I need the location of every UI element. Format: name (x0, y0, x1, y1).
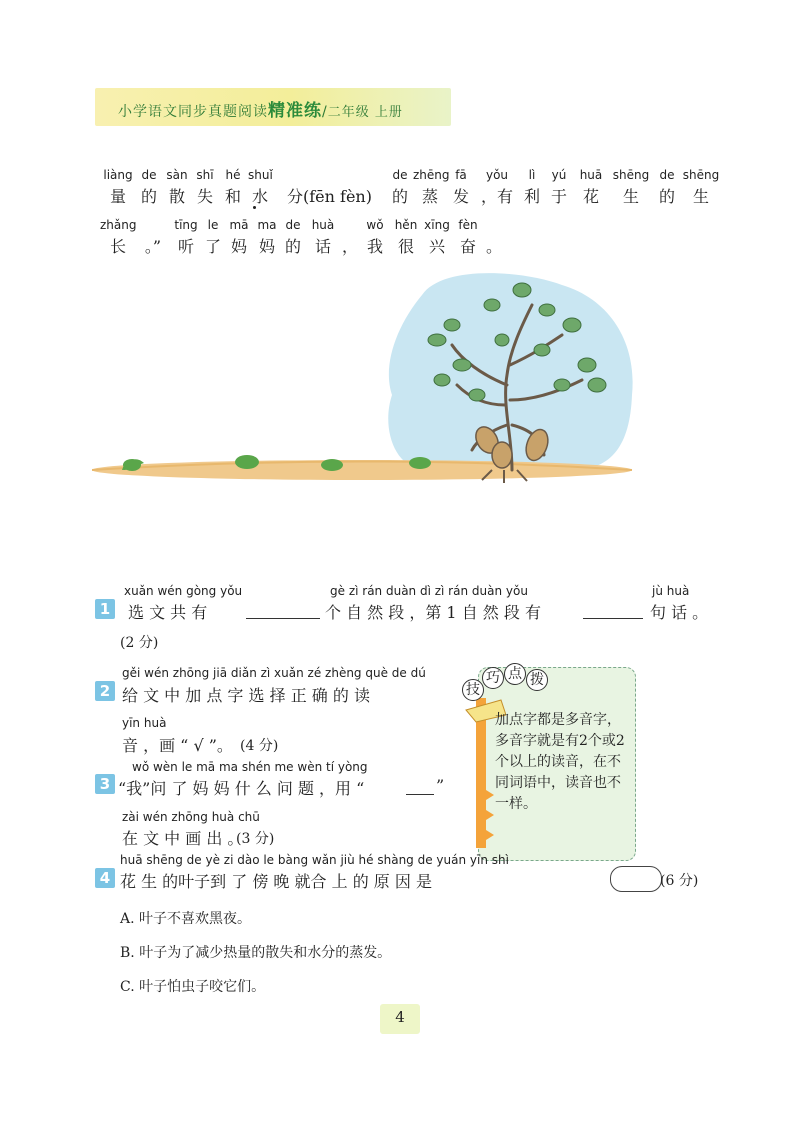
q1-pinyin-a: xuǎn wén gòng yǒu (124, 584, 243, 598)
passage-char: 利 (523, 187, 540, 206)
passage-line-2 (100, 218, 504, 257)
passage-char: 。 (485, 237, 502, 256)
header-brand: 精准练 (268, 101, 322, 121)
header-prefix: 小学语文同步真题阅读 (118, 104, 268, 120)
q2-pinyin-b: yīn huà (122, 716, 167, 730)
passage-char: 的 (284, 237, 301, 256)
pinyin-syllable: hěn (394, 218, 418, 232)
passage-char: 的 (140, 187, 157, 206)
passage-char: 散 (168, 187, 185, 206)
pinyin-syllable: wǒ (366, 218, 384, 232)
passage-char: 蒸 (421, 187, 438, 206)
tip-title-char-1: 技 (462, 679, 484, 701)
passage-char: 兴 (428, 237, 445, 256)
q4-option-b[interactable]: B. 叶子为了减少热量的散失和水分的蒸发。 (120, 945, 392, 961)
pinyin-syllable: fā (455, 168, 467, 182)
q3-answer-blank[interactable] (406, 794, 434, 795)
q3-text-b: 在 文 中 画 出 。 (122, 829, 244, 848)
q1-answer-blank-1[interactable] (246, 618, 320, 619)
q4-score: (6 分) (660, 873, 699, 889)
tip-title-char-2: 巧 (482, 667, 504, 689)
passage-char: ，有 (480, 187, 513, 206)
sprout-2-icon (235, 455, 259, 469)
pinyin-syllable: mā (229, 218, 249, 232)
pinyin-syllable: de (659, 168, 675, 182)
q1-text-a: 选 文 共 有 (128, 603, 208, 622)
q1-answer-blank-2[interactable] (583, 618, 643, 619)
passage-char: 失 (196, 187, 213, 206)
passage-line-2-pinyin (100, 218, 504, 232)
q1-text-b: 个 自 然 段 ，第 1 自 然 段 有 (325, 603, 541, 622)
passage-char: 妈 (230, 237, 247, 256)
passage-char: 量 (109, 187, 126, 206)
q2-pinyin-a: gěi wén zhōng jiā diǎn zì xuǎn zé zhèng què de dú (122, 666, 426, 680)
pinyin-syllable: huā (579, 168, 603, 182)
passage-char: 妈 (258, 237, 275, 256)
pinyin-syllable: ma (257, 218, 277, 232)
question-2-number: 2 (95, 681, 115, 701)
pinyin-syllable: liàng (103, 168, 133, 182)
pinyin-syllable: shī (196, 168, 214, 182)
pinyin-syllable: shēng (682, 168, 720, 182)
passage-char: 发 (452, 187, 469, 206)
pinyin-syllable: sàn (166, 168, 188, 182)
passage-char: 生 (692, 187, 709, 206)
pinyin-syllable: tīng (174, 218, 198, 232)
passage-char: 和 (224, 187, 241, 206)
passage-char: 花 (582, 187, 599, 206)
sprout-4-icon (409, 457, 431, 469)
q3-text-a: “我”问 了 妈 妈 什 么 问 题 ，用 “ (118, 779, 365, 798)
pinyin-syllable: lì (528, 168, 536, 182)
passage-char: 的 (658, 187, 675, 206)
page-number: 4 (395, 1008, 405, 1026)
q3-score: (3 分) (236, 831, 275, 847)
pinyin-syllable (136, 218, 170, 232)
q3-text-a-end: ” (436, 776, 445, 795)
q4-option-c[interactable]: C. 叶子怕虫子咬它们。 (120, 979, 266, 995)
pinyin-syllable: huà (311, 218, 335, 232)
emphasis-dot (253, 206, 256, 209)
question-3-number: 3 (95, 774, 115, 794)
q2-score: (4 分) (240, 738, 279, 754)
pinyin-syllable: shuǐ (248, 168, 273, 182)
q4-answer-bracket[interactable] (610, 866, 662, 892)
passage-char: ， (341, 237, 358, 256)
pinyin-syllable (484, 218, 504, 232)
q2-text-b: 音 ，画 “ √ ”。 (122, 736, 233, 755)
passage-char: 。” (144, 237, 162, 256)
tip-title-char-3: 点 (504, 663, 526, 685)
passage-char: 了 (204, 237, 221, 256)
passage-char: 听 (177, 237, 194, 256)
pinyin-syllable (340, 218, 360, 232)
peanut-plant-illustration (92, 265, 637, 490)
q3-pinyin-a: wǒ wèn le mā ma shén me wèn tí yòng (132, 760, 368, 774)
tip-body: 加点字都是多音字，多音字就是有2个或2个以上的读音，在不同词语中，读音也不一样。 (495, 712, 625, 812)
pinyin-syllable: de (285, 218, 301, 232)
q3-pinyin-b: zài wén zhōng huà chū (122, 810, 260, 824)
pinyin-syllable: xīng (424, 218, 450, 232)
q1-score: (2 分) (120, 635, 159, 651)
pinyin-syllable: fèn (458, 218, 478, 232)
passage-line-2-chars (100, 234, 504, 257)
question-4-number: 4 (95, 868, 115, 888)
passage-char: 生 (622, 187, 639, 206)
passage-char: 于 (550, 187, 567, 206)
pinyin-syllable: zhēng (413, 168, 450, 182)
pinyin-syllable: shēng (612, 168, 650, 182)
pinyin-syllable (272, 168, 387, 182)
header-title (118, 96, 403, 121)
passage-line-1-chars (100, 184, 721, 207)
q4-text-a: 花 生 的叶子到 了 傍 晚 就合 上 的 原 因 是 (120, 872, 432, 891)
q4-pinyin-a: huā shēng de yè zi dào le bàng wǎn jiù hé shàng de yuán yīn shì (120, 853, 509, 867)
pinyin-syllable: yú (551, 168, 567, 182)
passage-line-1 (100, 168, 721, 207)
pinyin-syllable: de (392, 168, 408, 182)
question-1-number: 1 (95, 599, 115, 619)
ground-strip (92, 460, 632, 480)
pinyin-syllable: zhǎng (100, 218, 137, 232)
passage-line-1-pinyin (100, 168, 721, 182)
pinyin-syllable: de (141, 168, 157, 182)
passage-char: 水 (251, 187, 268, 206)
tip-title (462, 663, 562, 703)
passage-char: 话 (314, 237, 331, 256)
q2-text-a: 给 文 中 加 点 字 选 择 正 确 的 读 (122, 686, 370, 705)
q1-text-c: 句 话 。 (650, 603, 709, 622)
passage-char: 的 (391, 187, 408, 206)
sprout-3-icon (321, 459, 343, 471)
header-slash: / (322, 104, 328, 120)
pinyin-syllable: hé (225, 168, 241, 182)
passage-char: 很 (397, 237, 414, 256)
pinyin-syllable: le (207, 218, 219, 232)
q1-pinyin-c: jù huà (652, 584, 690, 598)
tip-title-char-4: 拨 (526, 669, 548, 691)
q4-option-a[interactable]: A. 叶子不喜欢黑夜。 (120, 911, 252, 927)
passage-char: 我 (366, 237, 383, 256)
passage-char: 长 (109, 237, 126, 256)
passage-char: 奋 (459, 237, 476, 256)
passage-char: 分(fēn fèn) (287, 187, 372, 206)
q1-pinyin-b: gè zì rán duàn dì zì rán duàn yǒu (330, 584, 528, 598)
header-grade: 二年级 上册 (327, 105, 403, 120)
pinyin-syllable: yǒu (485, 168, 509, 182)
